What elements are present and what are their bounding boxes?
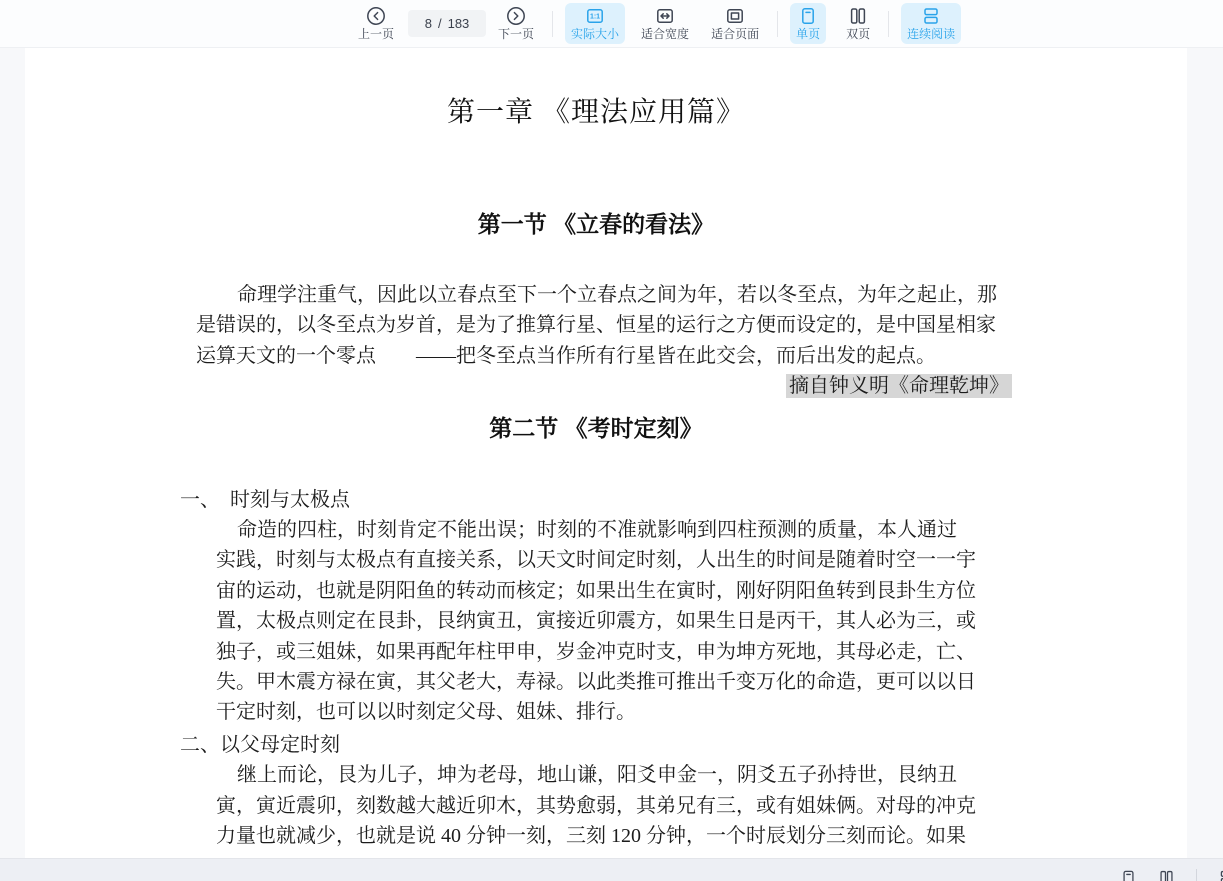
text-line: 是错误的，以冬至点为岁首，是为了推算行星、恒星的运行之方便而设定的，是中国星相家 [196, 314, 996, 337]
paragraph-1 [196, 280, 1012, 371]
toolbar-controls [352, 0, 961, 47]
page-current: 8 [424, 16, 432, 31]
text-line: 继上而论，艮为儿子，坤为老母，地山谦，阳爻申金一，阴爻五子孙持世，艮纳丑 [237, 764, 957, 787]
actual-size-label: 实际大小 [571, 27, 620, 41]
fit-width-label: 适合宽度 [641, 27, 690, 41]
text-line: 置，太极点则定在艮卦，艮纳寅丑，寅接近卯震方，如果生日是丙干，其人必为三，或 [216, 610, 976, 633]
continuous-read-label: 连续阅读 [907, 27, 956, 41]
one-to-one-icon [585, 6, 605, 26]
fit-page-label: 适合页面 [711, 27, 760, 41]
next-page-label: 下一页 [498, 27, 535, 41]
next-page-button[interactable] [492, 3, 540, 44]
double-page-icon[interactable] [1158, 869, 1175, 881]
list-item-1-heading: 一、 时刻与太极点 [180, 488, 350, 511]
single-page-button[interactable] [790, 3, 826, 44]
single-page-icon[interactable] [1120, 869, 1137, 881]
fit-width-button[interactable] [635, 3, 695, 44]
prev-page-label: 上一页 [358, 27, 395, 41]
bottom-toolbar [0, 858, 1223, 881]
page-separator: / [437, 16, 442, 31]
list-item-2-heading: 二、以父母定时刻 [180, 733, 340, 756]
document-viewer[interactable] [0, 47, 1223, 858]
actual-size-button[interactable] [565, 3, 625, 44]
section1-title: 第一节 《立春的看法》 [477, 211, 715, 237]
continuous-read-icon [921, 6, 941, 26]
prev-page-button[interactable] [352, 3, 400, 44]
list-item-2-body [216, 760, 1012, 851]
pdf-page [25, 47, 1187, 858]
single-page-icon [798, 6, 818, 26]
bottom-toolbar-icons [1120, 869, 1223, 881]
page-number-input[interactable] [408, 10, 486, 37]
fit-page-icon [725, 6, 745, 26]
double-page-button[interactable] [840, 3, 876, 44]
text-line: 实践，时刻与太极点有直接关系，以天文时间定时刻，人出生的时间是随着时空一一宇 [216, 549, 976, 572]
attribution-highlight: 摘自钟义明《命理乾坤》 [786, 374, 1012, 398]
double-page-icon [848, 6, 868, 26]
circle-chevron-left-icon [366, 6, 386, 26]
page-content [25, 93, 1012, 852]
text-line: 干定时刻，也可以以时刻定父母、姐妹、排行。 [216, 701, 636, 724]
continuous-read-button[interactable] [901, 3, 961, 44]
bottom-toolbar-divider [1196, 869, 1197, 881]
top-toolbar [0, 0, 1223, 48]
text-line: 失。甲木震方禄在寅，其父老大，寿禄。以此类推可推出千变万化的命造，更可以以日 [216, 671, 976, 694]
text-line: 寅，寅近震卯，刻数越大越近卯木，其势愈弱，其弟兄有三，或有姐妹俩。对母的冲克 [216, 794, 976, 817]
toolbar-divider [552, 11, 553, 37]
attribution-line [196, 371, 1012, 401]
text-line: 命造的四柱，时刻肯定不能出误；时刻的不准就影响到四柱预测的质量，本人通过 [237, 519, 957, 542]
text-line: 宙的运动，也就是阴阳鱼的转动而核定；如果出生在寅时，刚好阴阳鱼转到艮卦生方位 [216, 579, 976, 602]
list-item-1-body [216, 515, 1012, 728]
circle-chevron-right-icon [506, 6, 526, 26]
text-line: 独子，或三姐妹，如果再配年柱甲申，岁金冲克时支，申为坤方死地，其母必走，亡、 [216, 640, 976, 663]
page-total: 183 [447, 16, 470, 31]
text-line: 力量也就减少，也就是说 40 分钟一刻，三刻 120 分钟，一个时辰划分三刻而论。如果 [216, 825, 966, 848]
single-page-label: 单页 [796, 27, 821, 41]
text-line: 运算天文的一个零点 ——把冬至点当作所有行星皆在此交会，而后出发的起点。 [196, 344, 936, 367]
section2-title: 第二节 《考时定刻》 [489, 414, 703, 441]
chapter-title: 第一章 《理法应用篇》 [446, 97, 745, 128]
fit-page-button[interactable] [705, 3, 765, 44]
continuous-read-icon[interactable] [1218, 869, 1223, 881]
fit-width-icon [655, 6, 675, 26]
toolbar-divider [777, 11, 778, 37]
text-line: 命理学注重气，因此以立春点至下一个立春点之间为年，若以冬至点，为年之起止，那 [237, 284, 997, 306]
one-to-one-icon-text: 1:1 [589, 13, 601, 21]
toolbar-divider [888, 11, 889, 37]
double-page-label: 双页 [846, 27, 871, 41]
